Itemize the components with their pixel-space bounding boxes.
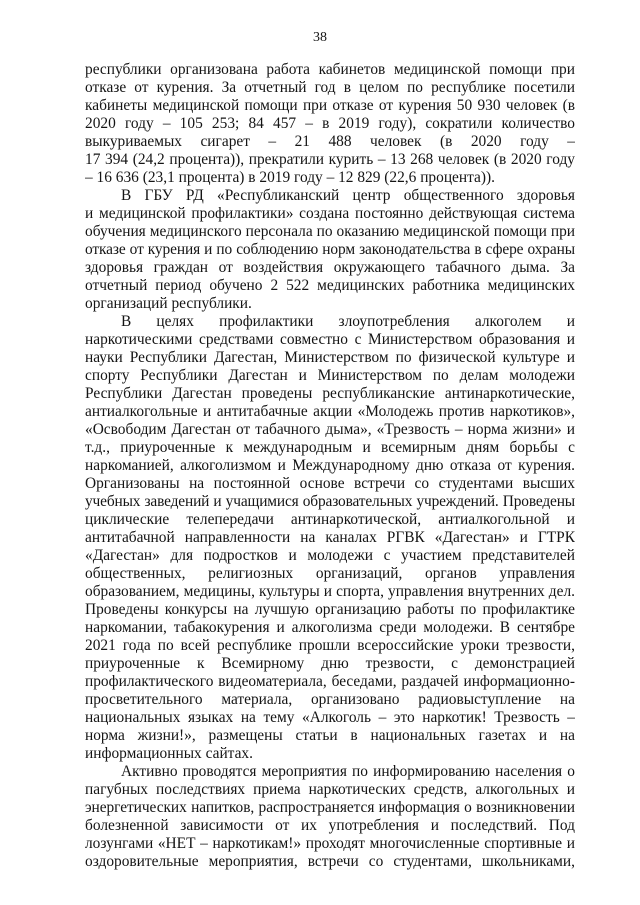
text-line: учебных заведений и учащимися образовательных учреждений. Проведены: [85, 493, 575, 510]
text-line: и медицинской профилактики» создана постоянно действующая система: [85, 205, 575, 222]
page-number: 38: [313, 30, 327, 45]
text-line: В ГБУ РД «Республиканский центр общественного здоровья: [121, 187, 575, 204]
text-line: «Дагестан» для подростков и молодежи с участием представителей: [85, 547, 575, 564]
text-line: просветительного материала, организовано радиовыступление на: [85, 691, 575, 708]
text-line: «Освободим Дагестан от табачного дыма», «Трезвость – норма жизни» и: [85, 421, 575, 438]
text-line: болезненной зависимости от их употребления и последствий. Под: [85, 817, 575, 834]
text-line: профилактического видеоматериала, беседами, раздачей информационно-: [85, 673, 575, 690]
text-line: науки Республики Дагестан, Министерством по физической культуре и: [85, 349, 575, 366]
text-line: норма жизни!», размещены статьи в национальных газетах и на: [85, 727, 575, 744]
text-line: наркоманией, алкоголизмом и Международному дню отказа от курения.: [85, 457, 575, 474]
text-line: циклические телепередачи антинаркотической, антиалкогольной и: [85, 511, 575, 528]
text-line: национальных языках на тему «Алкоголь – это наркотик! Трезвость –: [85, 709, 575, 726]
text-line: республики организована работа кабинетов медицинской помощи при: [85, 61, 575, 78]
text-line: отказе от курения. За отчетный год в целом по республике посетили: [85, 79, 575, 96]
text-line: 2021 года по всей республике прошли всероссийские уроки трезвости,: [85, 637, 575, 654]
text-line: лозунгами «НЕТ – наркотикам!» проходят многочисленные спортивные и: [85, 835, 575, 852]
text-line: Проведены конкурсы на лучшую организацию работы по профилактике: [85, 601, 575, 618]
text-line: общественных, религиозных организаций, органов управления: [85, 565, 575, 582]
text-line: 17 394 (24,2 процента)), прекратили курить – 13 268 человек (в 2020 году: [85, 151, 575, 168]
text-line: спорту Республики Дагестан и Министерством по делам молодежи: [85, 367, 575, 384]
text-line: антиалкогольные и антитабачные акции «Молодежь против наркотиков»,: [85, 403, 575, 420]
text-line: Организованы на постоянной основе встречи со студентами высших: [85, 475, 575, 492]
text-line: отчетный период обучено 2 522 медицинских работника медицинских: [85, 277, 575, 294]
text-line: приуроченные к Всемирному дню трезвости, с демонстрацией: [85, 655, 575, 672]
text-line: наркомании, табакокурения и алкоголизма среди молодежи. В сентябре: [85, 619, 575, 636]
text-line: Активно проводятся мероприятия по информированию населения о: [121, 763, 575, 780]
text-line: – 16 636 (23,1 процента) в 2019 году – 12 829 (22,6 процента)).: [85, 169, 495, 186]
text-line: организаций республики.: [85, 295, 252, 312]
text-line: информационных сайтах.: [85, 745, 253, 762]
text-line: обучения медицинского персонала по оказанию медицинской помощи при: [85, 223, 575, 240]
text-line: 2020 году – 105 253; 84 457 – в 2019 году), сократили количество: [85, 115, 575, 132]
text-line: пагубных последствиях приема наркотических средств, алкогольных и: [85, 781, 575, 798]
text-line: т.д., приуроченные к международным и всемирным дням борьбы с: [85, 439, 575, 456]
text-line: Республики Дагестан проведены республиканские антинаркотические,: [85, 385, 575, 402]
text-line: В целях профилактики злоупотребления алкоголем и: [121, 313, 575, 330]
text-line: кабинеты медицинской помощи при отказе от курения 50 930 человек (в: [85, 97, 575, 114]
text-line: отказе от курения и по соблюдению норм законодательства в сфере охраны: [85, 241, 575, 258]
text-line: образованием, медицины, культуры и спорта, управления внутренних дел.: [85, 583, 575, 600]
text-line: наркотическими средствами совместно с Министерством образования и: [85, 331, 575, 348]
text-line: антитабачной направленности на каналах РГВК «Дагестан» и ГТРК: [85, 529, 575, 546]
text-line: здоровья граждан от воздействия окружающего табачного дыма. За: [85, 259, 575, 276]
text-line: выкуриваемых сигарет – 21 488 человек (в 2020 году –: [85, 133, 575, 150]
text-line: оздоровительные мероприятия, встречи со студентами, школьниками,: [85, 853, 575, 870]
text-line: энергетических напитков, распространяется информация о возникновении: [85, 799, 575, 816]
